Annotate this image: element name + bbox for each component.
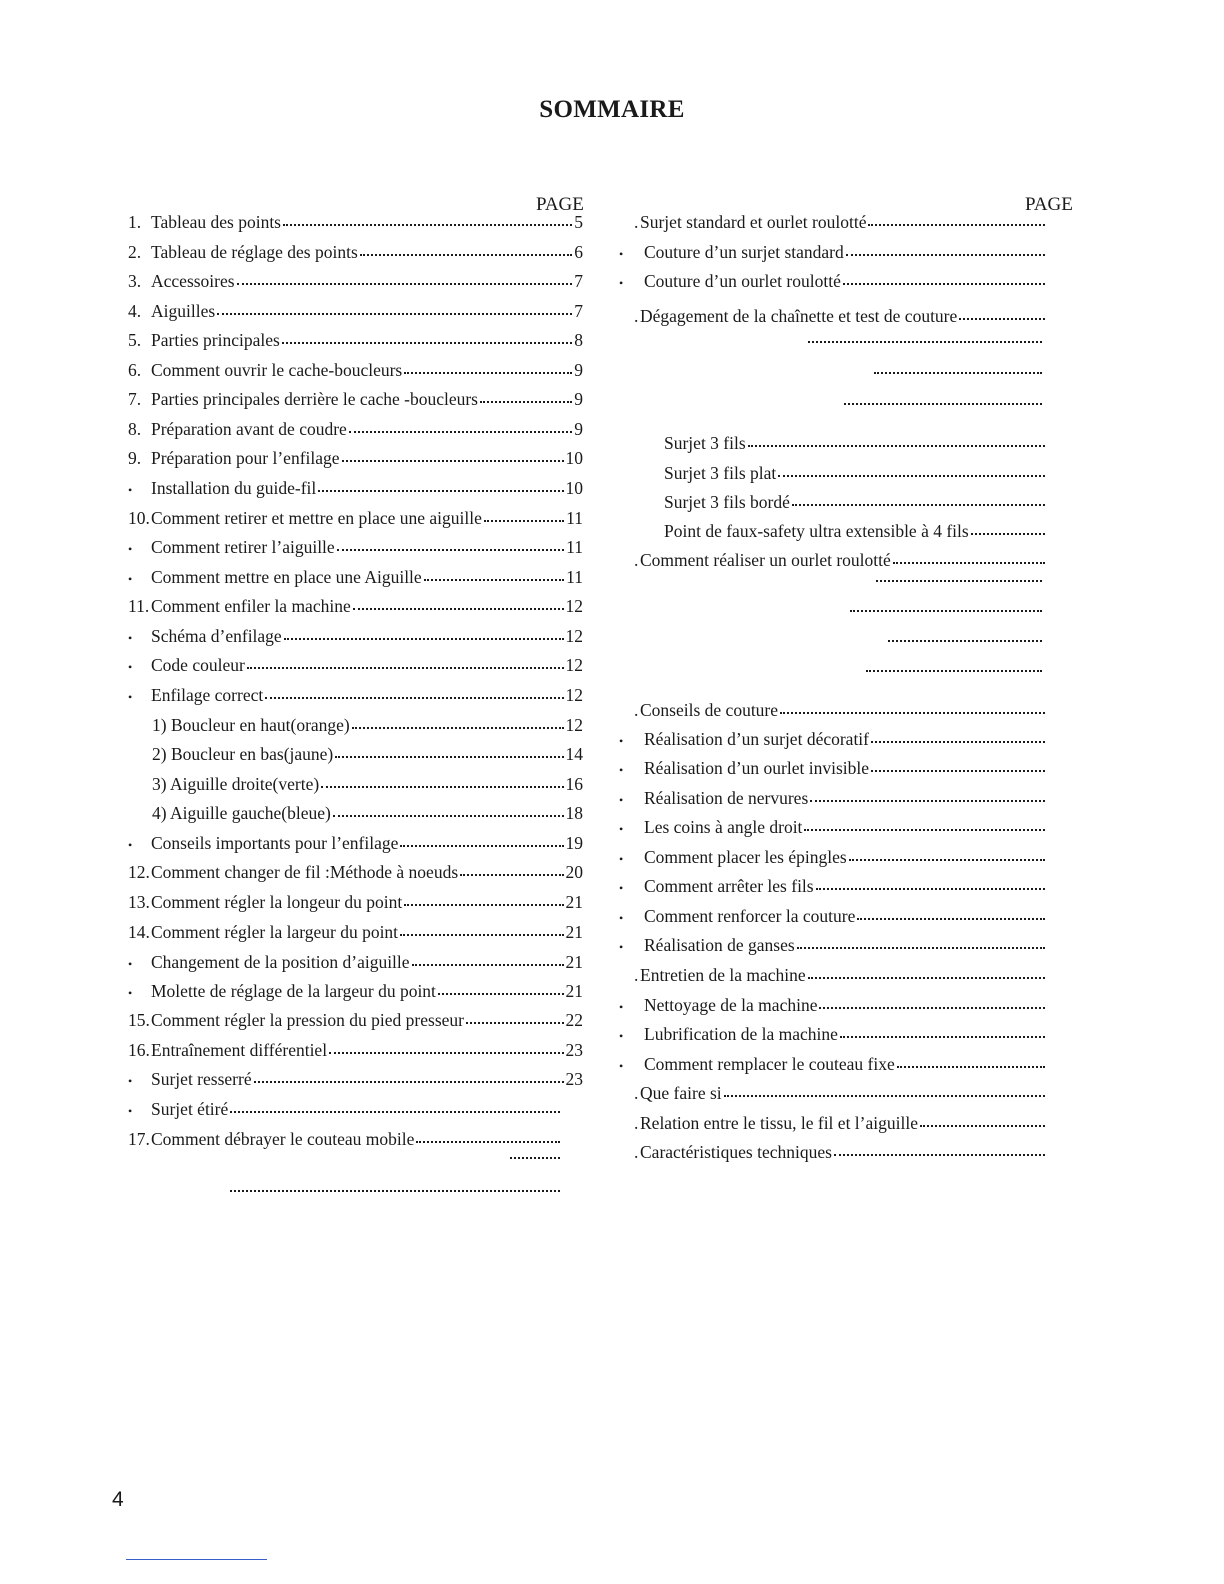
toc-entry	[128, 626, 583, 650]
toc-entry-marker: .	[634, 965, 639, 985]
toc-entry-label: Parties principales	[151, 330, 280, 350]
toc-entry	[619, 876, 1047, 900]
toc-entry-marker: •	[128, 986, 133, 1000]
dot-leader	[424, 578, 564, 581]
toc-entry	[152, 715, 583, 739]
toc-entry-page: 7	[574, 271, 583, 291]
dot-leader	[353, 607, 564, 610]
dot-leader	[360, 253, 572, 256]
toc-entry	[128, 301, 583, 325]
toc-entry-label: Conseils importants pour l’enfilage	[151, 833, 399, 853]
dot-leader	[247, 666, 564, 669]
dot-leader	[857, 917, 1045, 920]
toc-entry	[634, 306, 1047, 330]
dot-leader	[893, 561, 1045, 564]
toc-entry-page: 10	[565, 478, 583, 498]
toc-entry	[128, 271, 583, 295]
toc-entry	[619, 1054, 1047, 1078]
toc-entry	[128, 952, 583, 976]
toc-entry-label: Accessoires	[151, 271, 235, 291]
dot-leader	[404, 371, 572, 374]
dot-leader	[843, 282, 1045, 285]
toc-entry	[619, 817, 1047, 841]
toc-entry-page: 12	[565, 685, 583, 705]
dot-leader	[810, 799, 1045, 802]
dot-leader	[808, 340, 1042, 343]
toc-entry	[634, 1142, 1047, 1166]
right-page-header: PAGE	[1025, 194, 1073, 215]
dot-leader	[460, 873, 563, 876]
toc-entry-marker: 4.	[128, 301, 142, 321]
toc-entry-label: Schéma d’enfilage	[151, 626, 282, 646]
dot-leader	[438, 992, 564, 995]
toc-entry-marker: 17.	[128, 1129, 150, 1149]
dot-leader	[804, 828, 1045, 831]
page-number: 4	[112, 1488, 124, 1511]
toc-entry-label: Réalisation d’un surjet décoratif	[644, 729, 869, 749]
toc-entry-page: 8	[574, 330, 583, 350]
toc-entry	[872, 373, 1044, 397]
toc-entry-page: 22	[565, 1010, 583, 1030]
dot-leader	[335, 755, 563, 758]
toc-entry-page: 19	[565, 833, 583, 853]
toc-entry	[619, 729, 1047, 753]
toc-entry-marker: •	[619, 734, 624, 748]
dot-leader	[850, 609, 1042, 612]
toc-entry	[128, 655, 583, 679]
dot-leader	[230, 1189, 560, 1192]
toc-entry	[228, 1191, 562, 1215]
dot-leader	[217, 312, 572, 315]
toc-entry-page: 11	[566, 508, 583, 528]
dot-leader	[792, 503, 1045, 506]
toc-entry-marker: 2.	[128, 242, 142, 262]
toc-entry-marker: •	[619, 793, 624, 807]
dot-leader	[849, 858, 1045, 861]
dot-leader	[342, 459, 564, 462]
dot-leader	[778, 474, 1045, 477]
toc-entry-marker: 11.	[128, 596, 150, 616]
toc-entry	[634, 1083, 1047, 1107]
dot-leader	[400, 933, 563, 936]
toc-entry-label: Que faire si	[640, 1083, 722, 1103]
toc-entry	[128, 833, 583, 857]
toc-entry-marker: 3.	[128, 271, 142, 291]
toc-entry-label: Comment débrayer le couteau mobile	[151, 1129, 415, 1149]
toc-entry	[152, 744, 583, 768]
toc-entry	[634, 1113, 1047, 1137]
dot-leader	[748, 444, 1045, 447]
toc-entry-page: 21	[565, 952, 583, 972]
dot-leader	[959, 317, 1045, 320]
toc-entry-marker: •	[128, 483, 133, 497]
toc-entry-page: 12	[565, 715, 583, 735]
dot-leader	[510, 1156, 560, 1159]
dot-leader	[816, 887, 1045, 890]
toc-entry-page: 7	[574, 301, 583, 321]
dot-leader	[920, 1124, 1045, 1127]
toc-entry	[619, 758, 1047, 782]
toc-entry-label: Comment régler la pression du pied presseur	[151, 1010, 464, 1030]
dot-leader	[846, 253, 1045, 256]
toc-entry	[128, 360, 583, 384]
dot-leader	[230, 1110, 560, 1113]
toc-entry-label: Code couleur	[151, 655, 245, 675]
toc-entry-label: Surjet étiré	[151, 1099, 229, 1119]
toc-entry-marker: .	[634, 1142, 639, 1162]
toc-entry-label: Comment arrêter les fils	[644, 876, 814, 896]
toc-entry-marker: •	[619, 852, 624, 866]
toc-entry	[152, 774, 583, 798]
toc-entry-page: 21	[565, 922, 583, 942]
toc-entry-marker: •	[619, 1029, 624, 1043]
dot-leader	[840, 1035, 1045, 1038]
toc-entry-label: Préparation pour l’enfilage	[151, 448, 340, 468]
toc-entry-marker: .	[634, 306, 639, 326]
toc-entry	[634, 965, 1047, 989]
toc-entry-marker: .	[634, 550, 639, 570]
toc-entry	[664, 463, 1047, 487]
toc-entry-marker: •	[128, 631, 133, 645]
toc-entry-label: Conseils de couture	[640, 700, 779, 720]
toc-entry-label: Les coins à angle droit	[644, 817, 803, 837]
toc-entry-page: 9	[574, 389, 583, 409]
dot-leader	[897, 1065, 1045, 1068]
dot-leader	[780, 711, 1045, 714]
toc-entry-marker: •	[619, 1059, 624, 1073]
dot-leader	[282, 341, 572, 344]
toc-entry-marker: 8.	[128, 419, 142, 439]
toc-entry-label: Point de faux-safety ultra extensible à 4 fils	[664, 521, 969, 541]
toc-entry	[664, 433, 1047, 457]
toc-entry-label: Installation du guide-fil	[151, 478, 317, 498]
dot-leader	[484, 519, 564, 522]
toc-entry-label: Tableau des points	[151, 212, 281, 232]
toc-entry	[128, 212, 583, 236]
dot-leader	[871, 740, 1045, 743]
toc-entry-label: Comment ouvrir le cache-boucleurs	[151, 360, 403, 380]
toc-entry	[128, 242, 583, 266]
dot-leader	[971, 532, 1045, 535]
toc-entry	[619, 271, 1047, 295]
toc-entry	[664, 492, 1047, 516]
toc-entry-page: 11	[566, 537, 583, 557]
toc-entry	[634, 212, 1047, 236]
toc-entry-marker: •	[619, 940, 624, 954]
toc-entry	[848, 611, 1044, 635]
toc-entry-page: 12	[565, 655, 583, 675]
toc-entry-label: Comment mettre en place une Aiguille	[151, 567, 422, 587]
toc-entry-label: Surjet 3 fils	[664, 433, 746, 453]
toc-entry	[619, 1024, 1047, 1048]
toc-entry-marker: .	[634, 1113, 639, 1133]
dot-leader	[352, 726, 564, 729]
toc-entry-marker: 7.	[128, 389, 142, 409]
dot-leader	[412, 963, 564, 966]
dot-leader	[254, 1080, 564, 1083]
toc-entry-page: 21	[565, 892, 583, 912]
toc-entry	[128, 1040, 583, 1064]
toc-entry-label: Comment changer de fil :Méthode à noeuds	[151, 862, 459, 882]
dot-leader	[871, 769, 1045, 772]
dot-leader	[237, 282, 573, 285]
toc-entry-label: Surjet resserré	[151, 1069, 252, 1089]
bottom-rule	[126, 1559, 267, 1560]
toc-entry	[128, 330, 583, 354]
toc-entry	[128, 1129, 562, 1153]
toc-entry	[619, 242, 1047, 266]
toc-entry-label: Comment enfiler la machine	[151, 596, 351, 616]
toc-entry-page: 12	[565, 626, 583, 646]
toc-entry	[128, 508, 583, 532]
toc-entry	[128, 981, 583, 1005]
dot-leader	[797, 946, 1045, 949]
dot-leader	[724, 1094, 1045, 1097]
toc-entry-label: Entraînement différentiel	[151, 1040, 328, 1060]
dot-leader	[844, 402, 1042, 405]
toc-entry-page: 23	[565, 1040, 583, 1060]
toc-entry-page: 6	[574, 242, 583, 262]
toc-entry-label: Entretien de la machine	[640, 965, 806, 985]
toc-entry-page: 9	[574, 419, 583, 439]
dot-leader	[808, 976, 1045, 979]
toc-entry-marker: •	[128, 690, 133, 704]
dot-leader	[819, 1006, 1045, 1009]
toc-entry	[864, 671, 1044, 695]
dot-leader	[888, 639, 1042, 642]
toc-entry-page: 18	[565, 803, 583, 823]
toc-entry-marker: 15.	[128, 1010, 150, 1030]
toc-entry	[152, 803, 583, 827]
toc-entry-label: 3) Aiguille droite(verte)	[152, 774, 320, 794]
toc-entry-page: 12	[565, 596, 583, 616]
toc-entry	[874, 581, 1044, 605]
toc-entry-label: Comment régler la largeur du point	[151, 922, 399, 942]
toc-entry-marker: 16.	[128, 1040, 150, 1060]
toc-entry	[619, 935, 1047, 959]
toc-entry-marker: .	[634, 212, 639, 232]
dot-leader	[321, 785, 563, 788]
toc-entry-label: Molette de réglage de la largeur du point	[151, 981, 436, 1001]
toc-entry-marker: 14.	[128, 922, 150, 942]
toc-entry	[128, 389, 583, 413]
dot-leader	[337, 548, 564, 551]
toc-entry	[128, 1010, 583, 1034]
toc-entry	[128, 922, 583, 946]
toc-entry-label: Lubrification de la machine	[644, 1024, 838, 1044]
toc-entry-label: Comment retirer et mettre en place une aiguille	[151, 508, 482, 528]
toc-entry-page: 20	[565, 862, 583, 882]
toc-entry-label: Couture d’un ourlet roulotté	[644, 271, 841, 291]
toc-entry-label: Surjet 3 fils plat	[664, 463, 777, 483]
toc-entry-label: Réalisation de nervures	[644, 788, 809, 808]
toc-entry-label: 1) Boucleur en haut(orange)	[152, 715, 350, 735]
toc-entry-marker: •	[619, 1000, 624, 1014]
toc-entry-marker: •	[128, 838, 133, 852]
toc-entry-page: 14	[565, 744, 583, 764]
toc-entry-marker: 1.	[128, 212, 142, 232]
toc-entry-label: Changement de la position d’aiguille	[151, 952, 410, 972]
toc-entry	[128, 1099, 562, 1123]
toc-entry-label: Tableau de réglage des points	[151, 242, 358, 262]
toc-entry	[619, 995, 1047, 1019]
toc-entry-marker: •	[619, 763, 624, 777]
dot-leader	[329, 1051, 563, 1054]
toc-entry-marker: •	[128, 1104, 133, 1118]
toc-entry-marker: •	[619, 911, 624, 925]
dot-leader	[333, 814, 564, 817]
toc-entry-label: Aiguilles	[151, 301, 216, 321]
toc-entry	[128, 448, 583, 472]
toc-entry-page: 16	[565, 774, 583, 794]
toc-entry-marker: •	[619, 247, 624, 261]
toc-entry-marker: •	[128, 1074, 133, 1088]
dot-leader	[874, 371, 1042, 374]
toc-entry-label: Surjet 3 fils bordé	[664, 492, 790, 512]
toc-entry	[508, 1158, 562, 1182]
toc-entry	[664, 521, 1047, 545]
dot-leader	[318, 489, 563, 492]
toc-entry-marker: •	[128, 660, 133, 674]
toc-entry-label: Comment renforcer la couture	[644, 906, 856, 926]
toc-entry-marker: •	[128, 572, 133, 586]
toc-entry-page: 5	[574, 212, 583, 232]
toc-entry	[128, 478, 583, 502]
toc-entry-label: Comment placer les épingles	[644, 847, 847, 867]
toc-entry-page: 23	[565, 1069, 583, 1089]
toc-entry	[128, 862, 583, 886]
dot-leader	[876, 579, 1042, 582]
toc-entry-label: Surjet standard et ourlet roulotté	[640, 212, 867, 232]
toc-entry-marker: 9.	[128, 448, 142, 468]
toc-entry	[619, 906, 1047, 930]
toc-entry-marker: •	[619, 822, 624, 836]
toc-entry-page: 10	[565, 448, 583, 468]
dot-leader	[400, 844, 563, 847]
toc-entry-marker: •	[128, 957, 133, 971]
dot-leader	[404, 903, 563, 906]
toc-entry-label: Enfilage correct	[151, 685, 264, 705]
toc-entry-page: 11	[566, 567, 583, 587]
toc-entry-page: 21	[565, 981, 583, 1001]
toc-entry-marker: 13.	[128, 892, 150, 912]
toc-entry-label: 2) Boucleur en bas(jaune)	[152, 744, 334, 764]
toc-entry-label: Relation entre le tissu, le fil et l’aiguille	[640, 1113, 918, 1133]
toc-entry	[634, 700, 1047, 724]
toc-entry	[619, 847, 1047, 871]
toc-entry-label: Caractéristiques techniques	[640, 1142, 832, 1162]
toc-entry	[128, 537, 583, 561]
dot-leader	[416, 1140, 560, 1143]
toc-entry-marker: 12.	[128, 862, 150, 882]
dot-leader	[349, 430, 572, 433]
toc-entry-label: Comment réaliser un ourlet roulotté	[640, 550, 891, 570]
toc-entry-label: Réalisation de ganses	[644, 935, 795, 955]
toc-entry-label: Comment régler la longeur du point	[151, 892, 403, 912]
left-page-header: PAGE	[536, 194, 584, 215]
toc-entry	[806, 342, 1044, 366]
toc-entry-label: Nettoyage de la machine	[644, 995, 818, 1015]
page-title: SOMMAIRE	[539, 96, 685, 123]
toc-entry-marker: •	[619, 881, 624, 895]
dot-leader	[466, 1021, 564, 1024]
toc-entry-marker: .	[634, 700, 639, 720]
toc-entry-page: 9	[574, 360, 583, 380]
toc-entry	[886, 641, 1044, 665]
toc-entry-label: Préparation avant de coudre	[151, 419, 347, 439]
dot-leader	[265, 696, 563, 699]
toc-entry-marker: •	[128, 542, 133, 556]
toc-entry	[619, 788, 1047, 812]
toc-entry-marker: 10.	[128, 508, 150, 528]
toc-entry-marker: •	[619, 276, 624, 290]
dot-leader	[480, 400, 572, 403]
toc-entry-marker: 5.	[128, 330, 142, 350]
toc-entry-label: Dégagement de la chaînette et test de couture	[640, 306, 958, 326]
toc-entry-label: 4) Aiguille gauche(bleue)	[152, 803, 331, 823]
dot-leader	[866, 669, 1042, 672]
toc-entry	[128, 567, 583, 591]
toc-entry	[128, 1069, 583, 1093]
toc-entry-label: Couture d’un surjet standard	[644, 242, 844, 262]
dot-leader	[284, 637, 564, 640]
toc-entry-label: Parties principales derrière le cache -boucleurs	[151, 389, 478, 409]
toc-entry	[128, 419, 583, 443]
dot-leader	[868, 223, 1045, 226]
toc-entry	[128, 685, 583, 709]
toc-entry	[128, 892, 583, 916]
toc-entry	[842, 404, 1044, 428]
toc-entry-marker: .	[634, 1083, 639, 1103]
toc-entry-label: Réalisation d’un ourlet invisible	[644, 758, 870, 778]
toc-entry	[128, 596, 583, 620]
dot-leader	[834, 1153, 1045, 1156]
toc-entry-label: Comment retirer l’aiguille	[151, 537, 335, 557]
toc-entry	[634, 550, 1047, 574]
dot-leader	[283, 223, 572, 226]
toc-entry-marker: 6.	[128, 360, 142, 380]
toc-entry-label: Comment remplacer le couteau fixe	[644, 1054, 895, 1074]
